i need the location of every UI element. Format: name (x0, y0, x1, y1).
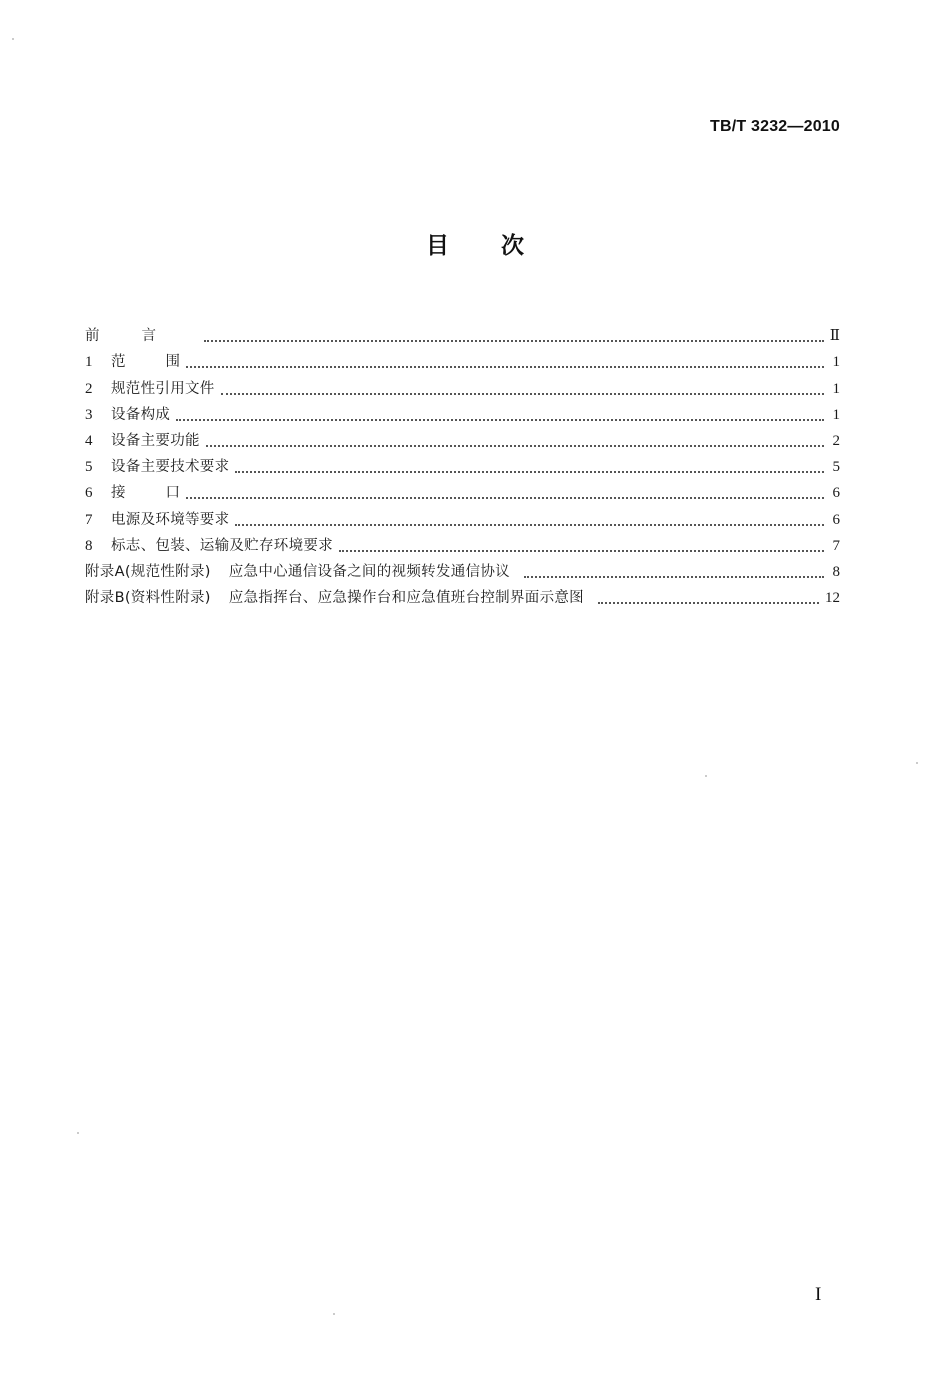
toc-entry-number: 4 (85, 432, 93, 449)
page-title: 目次 (426, 233, 576, 259)
toc-leader-dots (176, 418, 824, 421)
page-number: I (815, 1284, 822, 1305)
toc-entry-number: 2 (85, 380, 93, 397)
toc-entry-number: 3 (85, 406, 93, 423)
toc-entry-8[interactable] (85, 530, 840, 556)
toc-entry-number: 7 (85, 511, 93, 528)
toc-entry-appendix-a[interactable] (85, 556, 840, 582)
standard-code: TB/T 3232—2010 (710, 118, 840, 135)
toc-leader-dots (339, 549, 824, 552)
toc-leader-dots (598, 601, 819, 604)
toc-entry-label: 应急指挥台、应急操作台和应急值班台控制界面示意图 (228, 590, 584, 607)
appendix-prefix: 附录B(资料性附录) (85, 590, 211, 607)
toc-entry-label: 前言 (85, 328, 198, 345)
toc-entry-appendix-b[interactable] (85, 582, 840, 608)
toc-leader-dots (524, 575, 824, 578)
toc-entry-page: 8 (832, 563, 840, 580)
toc-entry-label: 电源及环境等要求 (111, 511, 230, 528)
toc-entry-page: 5 (832, 459, 840, 476)
toc-entry-label: 设备主要技术要求 (111, 459, 230, 476)
toc-entry-2[interactable] (85, 372, 840, 398)
toc-entry-7[interactable] (85, 503, 840, 529)
toc-entry-page: 1 (832, 354, 840, 371)
toc-entry-label: 标志、包装、运输及贮存环境要求 (111, 537, 333, 554)
toc-entry-page: 2 (832, 432, 840, 449)
toc-entry-page: 6 (832, 485, 840, 502)
toc-entry-label: 规范性引用文件 (111, 380, 215, 397)
toc-entry-3[interactable] (85, 399, 840, 425)
toc-entry-preface[interactable] (85, 320, 840, 346)
toc-leader-dots (206, 444, 824, 447)
scan-speck (705, 775, 707, 777)
toc-entry-page: 1 (832, 406, 840, 423)
toc-entry-page: 6 (832, 511, 840, 528)
toc-leader-dots (186, 496, 824, 499)
toc-entry-6[interactable] (85, 477, 840, 503)
toc-leader-dots (186, 365, 824, 368)
toc-entry-label: 应急中心通信设备之间的视频转发通信协议 (228, 563, 510, 580)
scan-speck (333, 1313, 335, 1315)
toc-leader-dots (221, 392, 824, 395)
toc-leader-dots (235, 523, 824, 526)
toc-entry-5[interactable] (85, 451, 840, 477)
toc-entry-page: Ⅱ (829, 328, 840, 345)
toc-entry-number: 1 (85, 354, 93, 371)
appendix-prefix: 附录A(规范性附录) (85, 563, 211, 580)
toc-entry-number: 8 (85, 537, 93, 554)
toc-leader-dots (235, 470, 824, 473)
toc-entry-1[interactable] (85, 346, 840, 372)
toc-leader-dots (204, 339, 824, 342)
toc-entry-page: 1 (832, 380, 840, 397)
toc-entry-page: 7 (832, 537, 840, 554)
toc-entry-4[interactable] (85, 425, 840, 451)
scan-speck (77, 1132, 79, 1134)
table-of-contents (85, 320, 840, 608)
toc-entry-label: 范围 (111, 354, 220, 371)
toc-entry-label: 设备主要功能 (111, 432, 200, 449)
toc-entry-label: 设备构成 (111, 406, 171, 423)
scan-speck (916, 762, 918, 764)
toc-entry-number: 5 (85, 459, 93, 476)
toc-entry-page: 12 (825, 590, 840, 607)
toc-entry-number: 6 (85, 485, 93, 502)
scan-speck (12, 38, 14, 40)
toc-entry-label: 接口 (111, 485, 220, 502)
